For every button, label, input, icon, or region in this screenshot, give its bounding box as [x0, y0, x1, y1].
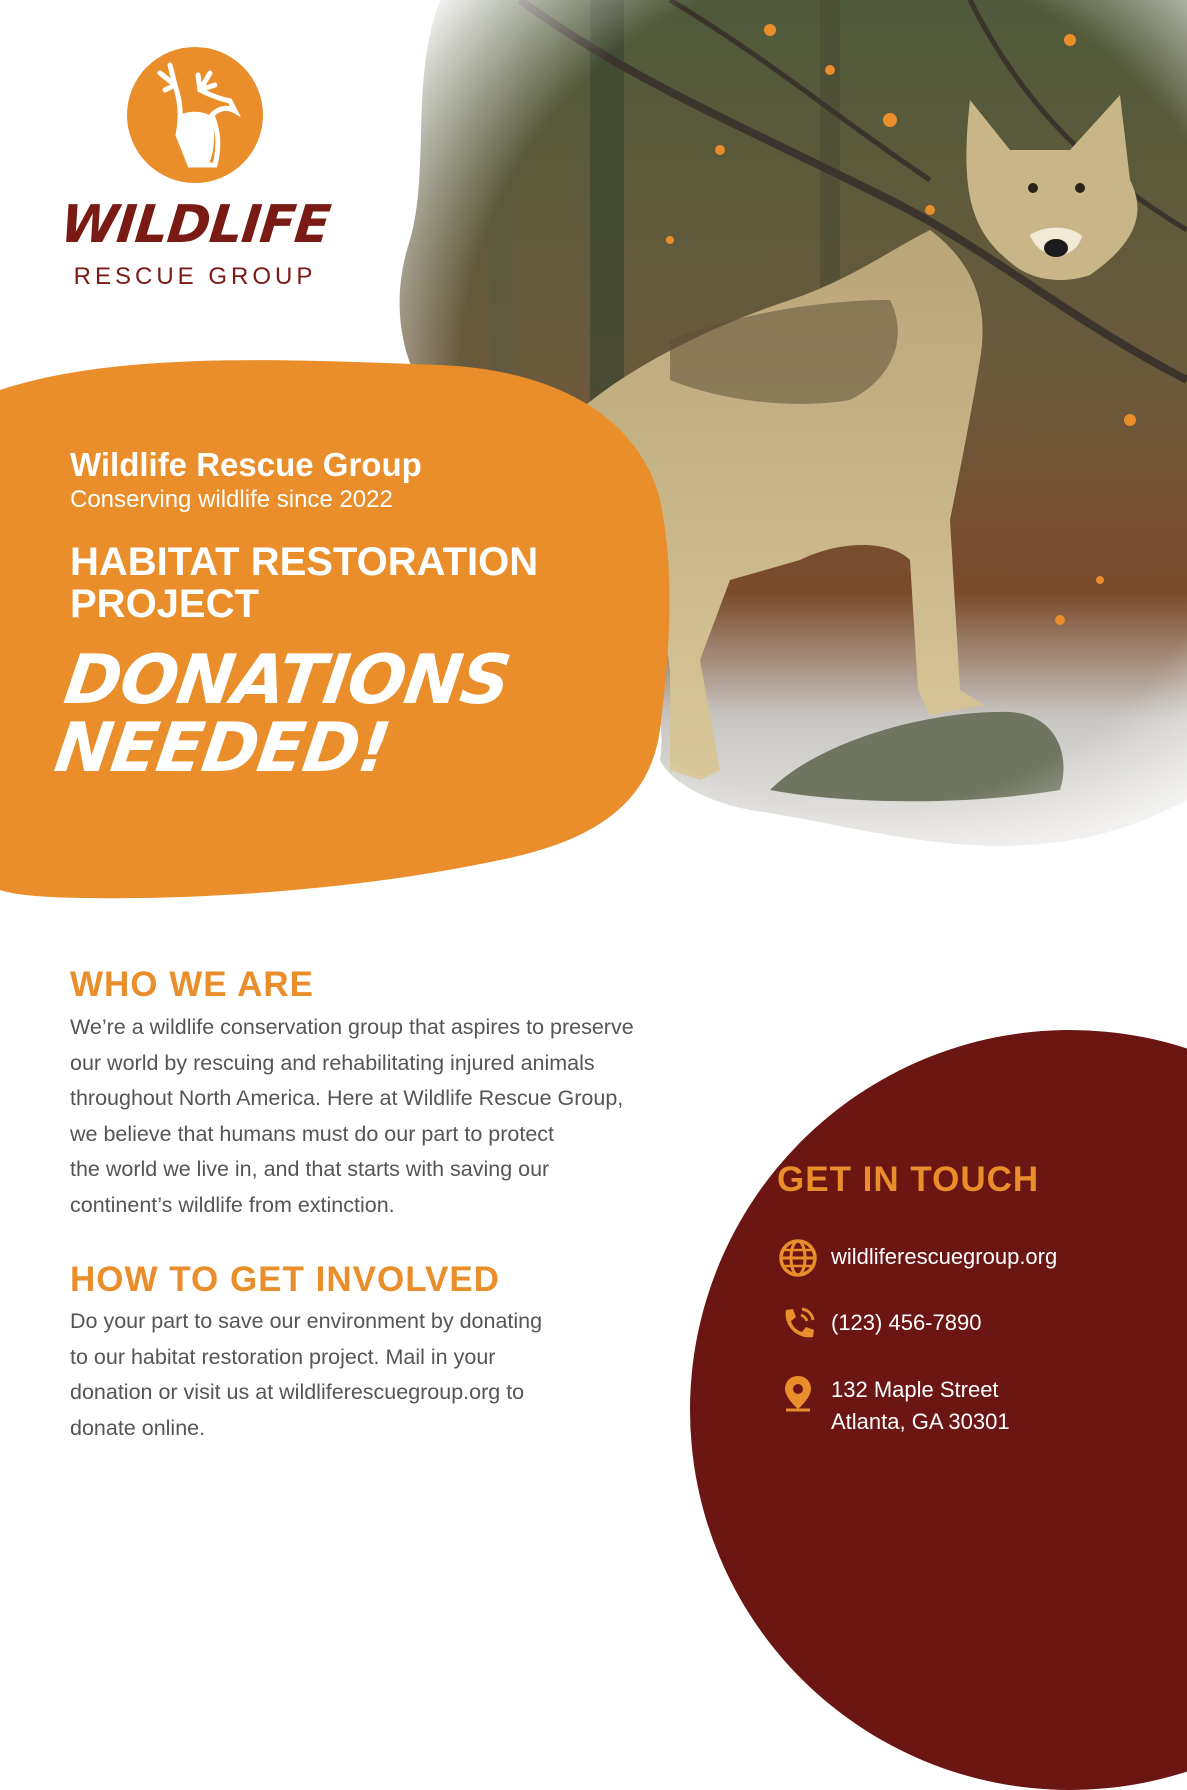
org-name: Wildlife Rescue Group — [70, 446, 422, 483]
website-link[interactable]: wildliferescuegroup.org — [831, 1244, 1058, 1269]
org-tagline: Conserving wildlife since 2022 — [70, 486, 393, 513]
globe-icon — [777, 1237, 819, 1279]
get-in-touch-heading: GET IN TOUCH — [777, 1160, 1040, 1199]
phone-number[interactable]: (123) 456-7890 — [831, 1310, 982, 1335]
contact-address — [777, 1372, 1010, 1438]
donations-headline: DONATIONS NEEDED! — [50, 641, 515, 788]
elk-logo-icon — [120, 45, 270, 185]
who-we-are-line: our world by rescuing and rehabilitating injured animals — [70, 1050, 595, 1075]
logo — [50, 45, 340, 295]
get-involved-heading: HOW TO GET INVOLVED — [70, 1260, 500, 1299]
logo-wordmark: WILDLIFE — [57, 195, 333, 255]
who-we-are-line: continent’s wildlife from extinction. — [70, 1192, 395, 1217]
address-line-2: Atlanta, GA 30301 — [831, 1409, 1010, 1434]
contact-website[interactable] — [777, 1237, 1057, 1279]
who-we-are-line: we believe that humans must do our part to protect — [70, 1121, 555, 1146]
address-text — [831, 1372, 1010, 1438]
location-pin-icon — [777, 1372, 819, 1414]
get-involved-line: to our habitat restoration project. Mail in your — [70, 1344, 496, 1369]
who-we-are-line: the world we live in, and that starts with saving our — [70, 1157, 550, 1181]
who-we-are-line: throughout North America. Here at Wildlife Rescue Group, — [70, 1086, 624, 1110]
address-line-1: 132 Maple Street — [831, 1377, 999, 1402]
hero-text — [50, 445, 630, 788]
project-title: HABITAT RESTORATION PROJECT — [70, 540, 539, 626]
get-involved-line: Do your part to save our environment by donating — [70, 1309, 543, 1333]
who-we-are-line: We’re a wildlife conservation group that aspires to preserve — [70, 1015, 634, 1039]
get-involved-line: donate online. — [70, 1415, 206, 1440]
logo-subtitle: RESCUE GROUP — [73, 263, 317, 290]
get-involved-line: donation or visit us at wildliferescuegroup.org to — [70, 1380, 525, 1404]
who-we-are-body — [70, 1010, 770, 1223]
contact-phone[interactable] — [777, 1303, 981, 1345]
get-involved-body — [70, 1304, 690, 1446]
who-we-are-heading: WHO WE ARE — [70, 965, 314, 1004]
phone-icon — [777, 1303, 819, 1345]
